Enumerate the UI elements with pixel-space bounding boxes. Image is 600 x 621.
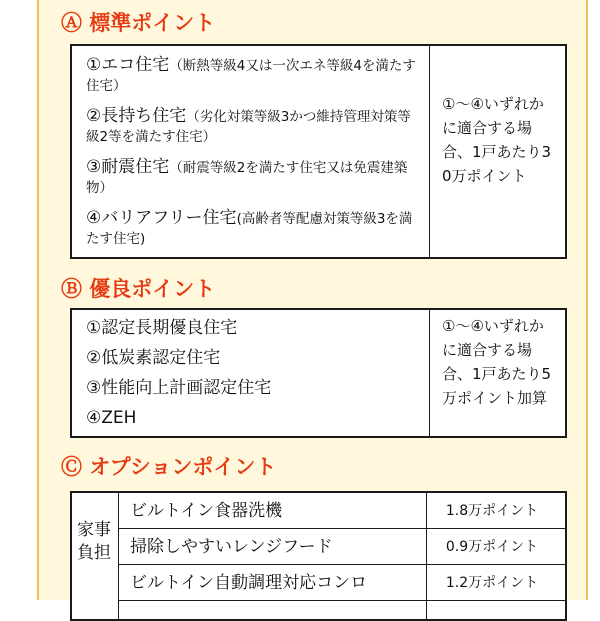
option-points: 0.9万ポイント bbox=[445, 539, 539, 555]
option-points-table bbox=[70, 491, 567, 621]
excellent-item: ①認定長期優良住宅 bbox=[86, 318, 238, 338]
standard-points-description: ①～④いずれかに適合する場合、1戸あたり30万ポイント bbox=[442, 95, 552, 185]
points-panel bbox=[37, 0, 588, 600]
option-category-label: 家事負担 bbox=[77, 520, 111, 563]
standard-item-title: ④バリアフリー住宅 bbox=[86, 208, 237, 228]
standard-item bbox=[86, 157, 421, 198]
option-row bbox=[119, 529, 565, 565]
standard-item-note: （断熱等級4又は一次エネ等級4を満たす住宅） bbox=[86, 58, 416, 94]
standard-item-title: ②長持ち住宅 bbox=[86, 106, 187, 126]
excellent-points-heading: Ⓑ 優良ポイント bbox=[61, 277, 216, 301]
column-divider bbox=[429, 46, 430, 257]
standard-points-table bbox=[70, 44, 567, 259]
option-points-heading: Ⓒ オプションポイント bbox=[61, 455, 277, 479]
excellent-item: ②低炭素認定住宅 bbox=[86, 348, 221, 368]
excellent-points-description: ①～④いずれかに適合する場合、1戸あたり5万ポイント加算 bbox=[442, 317, 552, 407]
excellent-item: ④ZEH bbox=[86, 408, 137, 428]
excellent-points-table bbox=[70, 308, 567, 438]
standard-item-note: （劣化対策等級3かつ維持管理対策等級2等を満たす住宅） bbox=[86, 109, 411, 145]
standard-item-note: （耐震等級2を満たす住宅又は免震建築物） bbox=[86, 160, 408, 196]
option-points: 1.2万ポイント bbox=[445, 575, 539, 591]
option-name: ビルトイン食器洗機 bbox=[130, 501, 283, 521]
option-name: 掃除しやすいレンジフード bbox=[130, 537, 333, 557]
option-name: ビルトイン自動調理対応コンロ bbox=[130, 573, 368, 593]
standard-item-note: (高齢者等配慮対策等級3を満たす住宅) bbox=[86, 211, 413, 247]
option-row bbox=[119, 565, 565, 601]
option-row bbox=[119, 493, 565, 529]
excellent-item: ③性能向上計画認定住宅 bbox=[86, 378, 272, 398]
standard-item bbox=[86, 208, 421, 249]
standard-item bbox=[86, 55, 421, 96]
standard-item-title: ①エコ住宅 bbox=[86, 55, 170, 75]
standard-item bbox=[86, 106, 421, 147]
column-divider bbox=[429, 310, 430, 436]
option-points: 1.8万ポイント bbox=[445, 503, 539, 519]
standard-points-heading: Ⓐ 標準ポイント bbox=[61, 11, 216, 35]
standard-item-title: ③耐震住宅 bbox=[86, 157, 170, 177]
